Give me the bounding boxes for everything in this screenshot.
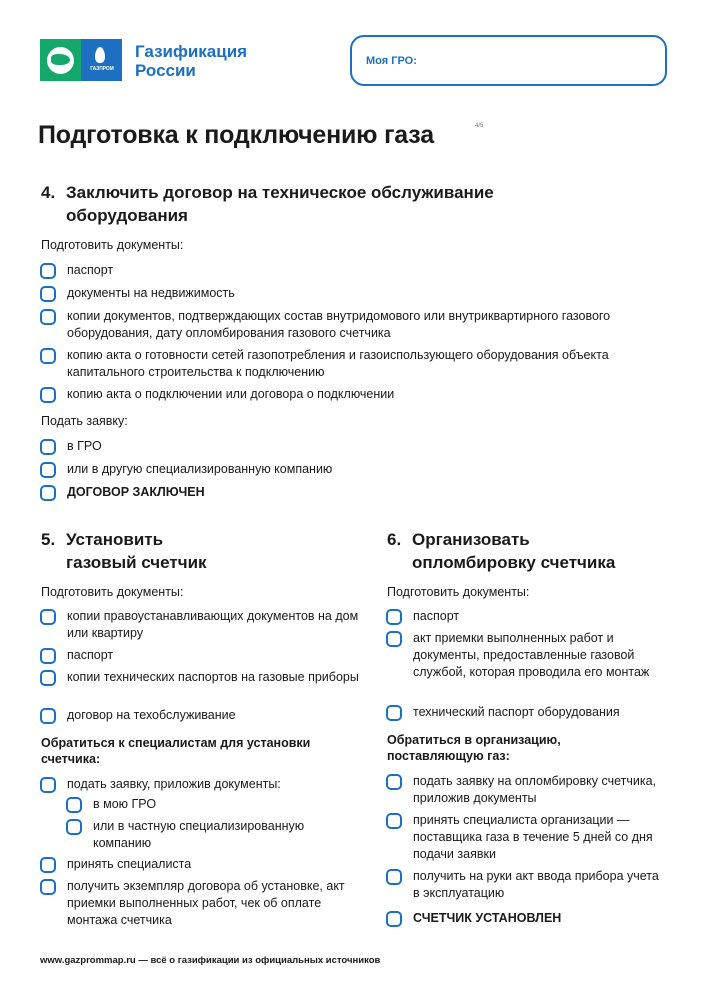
item-text: принять специалиста xyxy=(67,857,192,871)
section-4-heading: Заключить договор на техническое обслуживание оборудования xyxy=(66,183,494,225)
checkbox[interactable] xyxy=(40,387,56,403)
brand-line-1: Газификация xyxy=(135,42,248,61)
checkbox[interactable] xyxy=(40,777,56,793)
list-item xyxy=(386,813,676,863)
flame-icon xyxy=(95,47,105,63)
checkbox[interactable] xyxy=(40,462,56,478)
item-text: получить экземпляр договора об установке, акт приемки выполненных работ, чек об оплате монтажа счетчика xyxy=(67,879,345,927)
item-text: подать заявку, приложив документы: xyxy=(67,777,281,791)
page-number: 4/5 xyxy=(475,123,484,129)
item-text: копии правоустанавливающих документов на дом или квартиру xyxy=(67,609,359,640)
checkbox[interactable] xyxy=(40,263,56,279)
list-item xyxy=(386,705,686,721)
list-item xyxy=(386,911,676,927)
section-5-docs-label: Подготовить документы: xyxy=(41,585,184,599)
item-text: паспорт xyxy=(67,648,114,662)
list-item xyxy=(40,348,670,381)
checkbox[interactable] xyxy=(40,708,56,724)
checkbox[interactable] xyxy=(386,869,402,885)
item-text: копии технических паспортов на газовые приборы xyxy=(67,670,359,684)
item-text: подать заявку на опломбировку счетчика, приложив документы xyxy=(413,774,657,805)
item-text: акт приемки выполненных работ и документы, предоставленные газовой службой, которая проводила его монтаж xyxy=(413,631,650,679)
checkbox[interactable] xyxy=(40,670,56,686)
item-text: документы на недвижимость xyxy=(67,286,235,300)
item-text: паспорт xyxy=(413,609,460,623)
checkbox[interactable] xyxy=(386,609,402,625)
list-item xyxy=(40,263,660,279)
item-text: паспорт xyxy=(67,263,114,277)
list-item xyxy=(386,631,671,681)
section-6-contact-label: Обратиться в организацию, поставляющую газ: xyxy=(387,733,561,763)
section-4-apply-label: Подать заявку: xyxy=(41,414,128,428)
list-item xyxy=(40,387,660,403)
checkbox[interactable] xyxy=(40,439,56,455)
item-text: или в другую специализированную компанию xyxy=(67,462,333,476)
list-item xyxy=(66,819,356,852)
footer-link[interactable]: www.gazprommap.ru — всё о газификации из официальных источников xyxy=(40,955,381,966)
list-item xyxy=(386,869,666,902)
checkbox[interactable] xyxy=(40,286,56,302)
checkbox[interactable] xyxy=(40,485,56,501)
checkbox[interactable] xyxy=(40,609,56,625)
section-6-title xyxy=(387,528,687,574)
checkbox[interactable] xyxy=(386,911,402,927)
item-text: принять специалиста организации — поставщика газа в течение 5 дней со дня подачи заявки xyxy=(413,813,653,861)
item-text: технический паспорт оборудования xyxy=(413,705,620,719)
checkbox[interactable] xyxy=(386,705,402,721)
contract-done-text: ДОГОВОР ЗАКЛЮЧЕН xyxy=(67,485,205,499)
section-4-title xyxy=(41,181,561,227)
list-item xyxy=(40,462,660,478)
list-item xyxy=(66,797,356,813)
list-item xyxy=(40,777,360,793)
section-6-heading-line-2: опломбировку счетчика xyxy=(412,553,616,572)
my-gro-field[interactable] xyxy=(350,35,667,86)
checkbox[interactable] xyxy=(40,348,56,364)
section-5-title xyxy=(41,528,341,574)
list-item xyxy=(40,485,660,501)
section-5-heading-line-1: Установить xyxy=(66,530,164,549)
checkbox[interactable] xyxy=(386,631,402,647)
section-4-number: 4. xyxy=(41,183,56,202)
section-5-contact-label: Обратиться к специалистам для установки счетчика: xyxy=(41,736,311,766)
item-text: копию акта о готовности сетей газопотребления и газоиспользующего оборудования объекта капитального строительства к подключению xyxy=(67,348,609,379)
checkbox[interactable] xyxy=(40,309,56,325)
gazprom-logo xyxy=(40,39,122,81)
brand-name xyxy=(135,42,247,80)
list-item xyxy=(40,648,360,664)
item-text: в мою ГРО xyxy=(93,797,157,811)
checkbox[interactable] xyxy=(66,819,82,835)
section-6-number: 6. xyxy=(387,530,402,549)
section-5-number: 5. xyxy=(41,530,56,549)
list-item xyxy=(40,879,352,929)
page-title: Подготовка к подключению газа xyxy=(38,121,434,149)
list-item xyxy=(386,774,676,807)
section-6-docs-label: Подготовить документы: xyxy=(387,585,530,599)
item-text: или в частную специализированную компанию xyxy=(93,819,305,850)
checkbox[interactable] xyxy=(40,648,56,664)
list-item xyxy=(40,309,670,342)
checkbox[interactable] xyxy=(40,879,56,895)
list-item xyxy=(40,286,660,302)
brand-line-2: России xyxy=(135,61,196,80)
item-text: получить на руки акт ввода прибора учета в эксплуатацию xyxy=(413,869,659,900)
item-text: договор на техобслуживание xyxy=(67,708,236,722)
my-gro-label: Моя ГРО: xyxy=(366,55,417,67)
list-item xyxy=(40,609,360,642)
item-text: в ГРО xyxy=(67,439,102,453)
checkbox[interactable] xyxy=(66,797,82,813)
meter-installed-text: СЧЕТЧИК УСТАНОВЛЕН xyxy=(413,911,562,925)
list-item xyxy=(40,439,660,455)
list-item xyxy=(40,857,360,873)
logo-wordmark: ГАЗПРОМ xyxy=(90,66,114,72)
checkbox[interactable] xyxy=(386,774,402,790)
item-text: копию акта о подключении или договора о подключении xyxy=(67,387,395,401)
russia-map-icon xyxy=(51,54,70,65)
section-6-heading-line-1: Организовать xyxy=(412,530,530,549)
list-item xyxy=(40,708,360,724)
checkbox[interactable] xyxy=(386,813,402,829)
section-4-docs-label: Подготовить документы: xyxy=(41,238,184,252)
section-5-heading-line-2: газовый счетчик xyxy=(66,553,207,572)
list-item xyxy=(40,670,360,686)
checkbox[interactable] xyxy=(40,857,56,873)
list-item xyxy=(386,609,676,625)
item-text: копии документов, подтверждающих состав внутридомового или внутриквартирного газового оборудования, дату опломбирования газового счетчика xyxy=(67,309,611,340)
